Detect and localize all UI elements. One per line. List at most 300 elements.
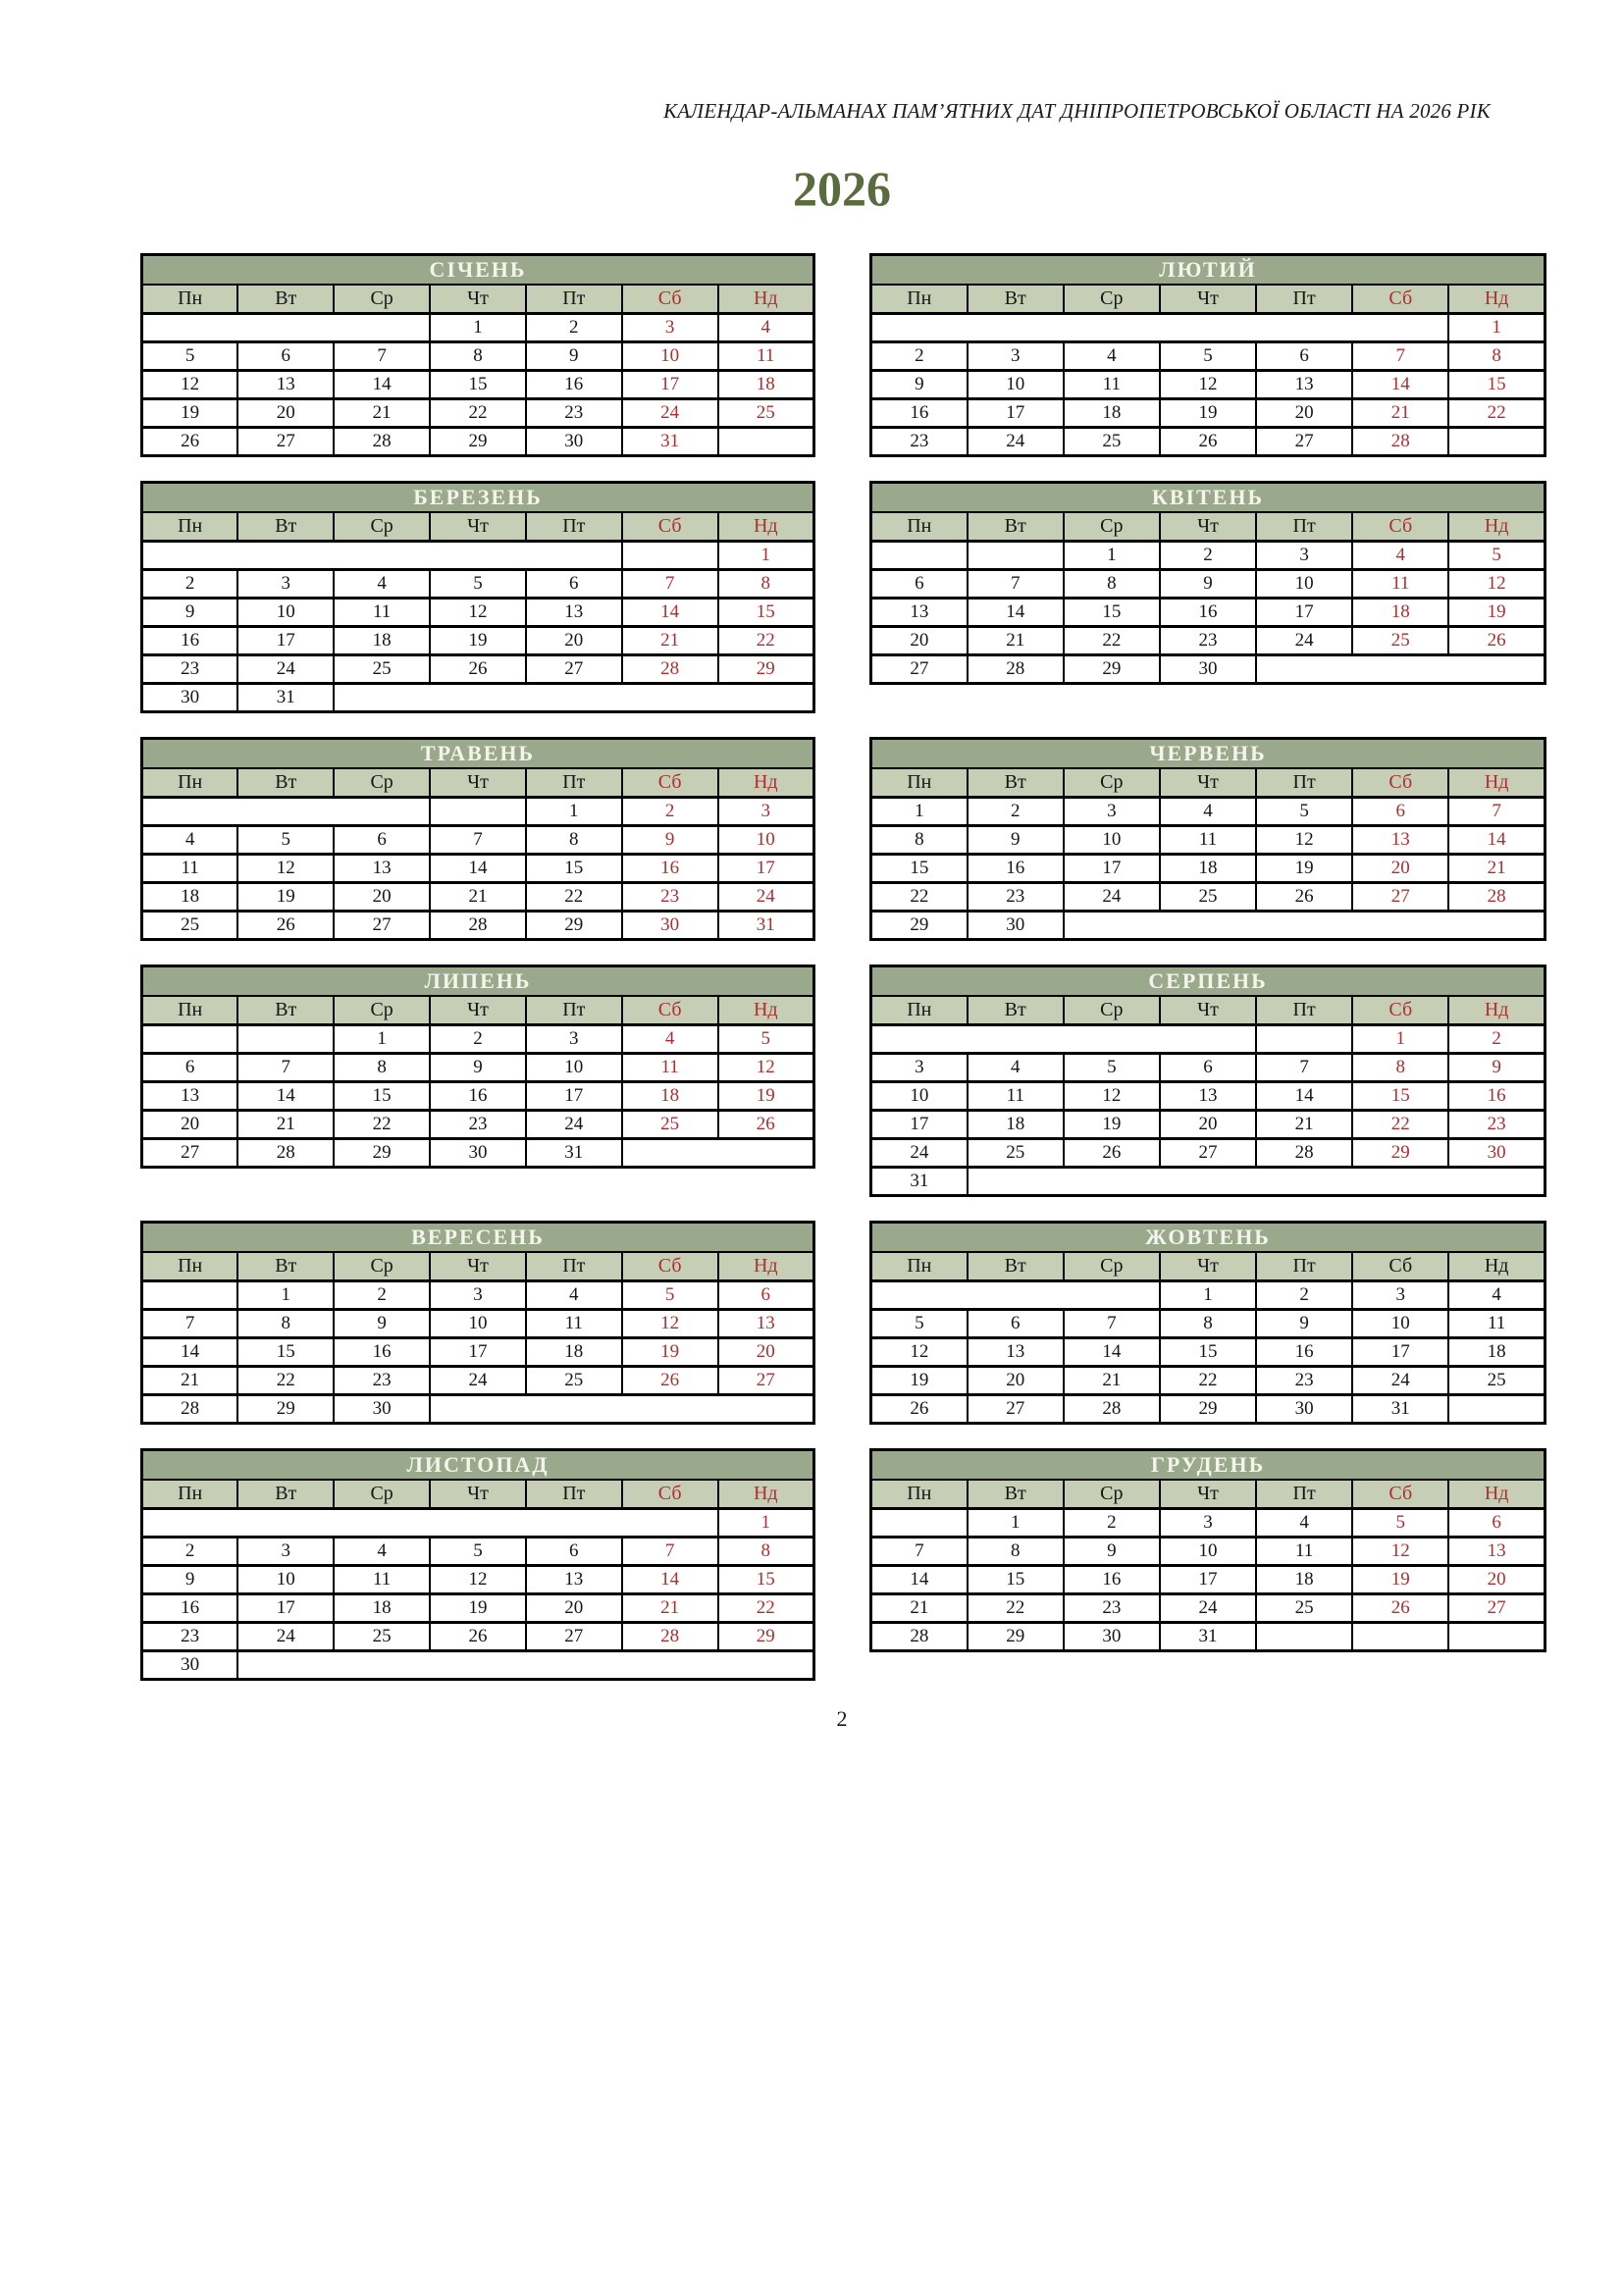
- month-calendar-september: [140, 1221, 815, 1425]
- date-cell: 7: [1448, 798, 1545, 826]
- date-cell: 19: [1448, 599, 1545, 627]
- date-cell: 26: [430, 655, 526, 684]
- date-cell: 14: [430, 855, 526, 883]
- empty-cell: [334, 684, 813, 712]
- day-header: Вт: [237, 1252, 334, 1281]
- date-cell: 7: [1064, 1310, 1160, 1338]
- day-header: Нд: [1448, 768, 1545, 798]
- month-title-august: СЕРПЕНЬ: [871, 966, 1545, 997]
- date-cell: 18: [622, 1082, 718, 1111]
- date-cell: 24: [1064, 883, 1160, 912]
- date-cell: 14: [1256, 1082, 1352, 1111]
- date-cell: 13: [334, 855, 430, 883]
- date-cell: 4: [718, 314, 814, 342]
- date-cell: 24: [622, 399, 718, 428]
- date-cell: 17: [1352, 1338, 1448, 1367]
- date-cell: 1: [526, 798, 622, 826]
- document-header: КАЛЕНДАР-АЛЬМАНАХ ПАМ’ЯТНИХ ДАТ ДНІПРОПЕТРОВСЬКОЇ ОБЛАСТІ НА 2026 РІК: [663, 99, 1491, 123]
- day-header: Чт: [1160, 768, 1256, 798]
- date-cell: 24: [1352, 1367, 1448, 1395]
- date-cell: 22: [237, 1367, 334, 1395]
- date-cell: 26: [1448, 627, 1545, 655]
- date-cell: 30: [622, 912, 718, 940]
- day-header: Чт: [1160, 512, 1256, 542]
- date-cell: 20: [526, 1594, 622, 1623]
- date-cell: 7: [968, 570, 1064, 599]
- date-cell: 30: [334, 1395, 430, 1424]
- date-cell: 2: [142, 570, 238, 599]
- date-cell: 20: [968, 1367, 1064, 1395]
- date-cell: 6: [1352, 798, 1448, 826]
- date-cell: 26: [1352, 1594, 1448, 1623]
- date-cell: 20: [718, 1338, 814, 1367]
- date-cell: 12: [1064, 1082, 1160, 1111]
- date-cell: 18: [1352, 599, 1448, 627]
- day-header: Чт: [1160, 996, 1256, 1025]
- date-cell: 13: [871, 599, 968, 627]
- date-cell: 10: [871, 1082, 968, 1111]
- empty-cell: [430, 1395, 813, 1424]
- date-cell: 2: [142, 1538, 238, 1566]
- date-cell: 25: [334, 655, 430, 684]
- month-calendar-november: [140, 1448, 815, 1681]
- date-cell: 23: [871, 428, 968, 456]
- date-cell: 21: [237, 1111, 334, 1139]
- date-cell: 25: [526, 1367, 622, 1395]
- month-calendar-december: [869, 1448, 1546, 1652]
- day-header: Чт: [430, 1252, 526, 1281]
- day-header: Нд: [1448, 285, 1545, 314]
- empty-cell: [622, 542, 718, 570]
- day-header: Пт: [526, 285, 622, 314]
- date-cell: 29: [968, 1623, 1064, 1651]
- day-header: Ср: [1064, 1252, 1160, 1281]
- date-cell: 8: [430, 342, 526, 371]
- date-cell: 23: [526, 399, 622, 428]
- date-cell: 30: [1160, 655, 1256, 684]
- day-header: Чт: [1160, 285, 1256, 314]
- date-cell: 18: [1448, 1338, 1545, 1367]
- date-cell: 24: [1160, 1594, 1256, 1623]
- date-cell: 8: [718, 570, 814, 599]
- date-cell: 9: [142, 1566, 238, 1594]
- date-cell: 4: [334, 1538, 430, 1566]
- empty-cell: [871, 1025, 1257, 1054]
- date-cell: 14: [871, 1566, 968, 1594]
- date-cell: 16: [1448, 1082, 1545, 1111]
- empty-cell: [968, 542, 1064, 570]
- date-cell: 20: [526, 627, 622, 655]
- date-cell: 24: [718, 883, 814, 912]
- day-header: Пн: [871, 1252, 968, 1281]
- day-header: Нд: [718, 996, 814, 1025]
- date-cell: 10: [718, 826, 814, 855]
- date-cell: 7: [237, 1054, 334, 1082]
- date-cell: 31: [237, 684, 334, 712]
- date-cell: 17: [237, 627, 334, 655]
- date-cell: 28: [1256, 1139, 1352, 1168]
- date-cell: 12: [718, 1054, 814, 1082]
- date-cell: 15: [237, 1338, 334, 1367]
- date-cell: 8: [968, 1538, 1064, 1566]
- day-header: Сб: [622, 996, 718, 1025]
- date-cell: 27: [334, 912, 430, 940]
- day-header: Сб: [1352, 1252, 1448, 1281]
- date-cell: 5: [142, 342, 238, 371]
- date-cell: 2: [622, 798, 718, 826]
- day-header: Нд: [718, 512, 814, 542]
- date-cell: 15: [1352, 1082, 1448, 1111]
- month-calendar-october: [869, 1221, 1546, 1425]
- date-cell: 14: [237, 1082, 334, 1111]
- date-cell: 19: [1064, 1111, 1160, 1139]
- date-cell: 22: [526, 883, 622, 912]
- date-cell: 5: [1160, 342, 1256, 371]
- date-cell: 18: [968, 1111, 1064, 1139]
- date-cell: 26: [622, 1367, 718, 1395]
- day-header: Пн: [142, 996, 238, 1025]
- date-cell: 21: [968, 627, 1064, 655]
- date-cell: 21: [622, 1594, 718, 1623]
- date-cell: 11: [334, 599, 430, 627]
- date-cell: 25: [968, 1139, 1064, 1168]
- date-cell: 3: [1352, 1281, 1448, 1310]
- date-cell: 9: [1256, 1310, 1352, 1338]
- date-cell: 13: [1448, 1538, 1545, 1566]
- date-cell: 10: [430, 1310, 526, 1338]
- date-cell: 9: [1160, 570, 1256, 599]
- date-cell: 8: [718, 1538, 814, 1566]
- date-cell: 1: [430, 314, 526, 342]
- date-cell: 28: [237, 1139, 334, 1168]
- date-cell: 29: [1352, 1139, 1448, 1168]
- date-cell: 30: [142, 1651, 238, 1680]
- date-cell: 1: [1448, 314, 1545, 342]
- empty-cell: [1256, 1025, 1352, 1054]
- month-title-december: ГРУДЕНЬ: [871, 1450, 1545, 1481]
- date-cell: 15: [968, 1566, 1064, 1594]
- date-cell: 28: [1448, 883, 1545, 912]
- date-cell: 16: [1064, 1566, 1160, 1594]
- date-cell: 5: [1352, 1509, 1448, 1538]
- date-cell: 10: [1160, 1538, 1256, 1566]
- day-header: Пт: [1256, 768, 1352, 798]
- day-header: Нд: [718, 285, 814, 314]
- date-cell: 15: [430, 371, 526, 399]
- date-cell: 19: [430, 627, 526, 655]
- day-header: Вт: [237, 1480, 334, 1509]
- day-header: Вт: [237, 285, 334, 314]
- date-cell: 13: [968, 1338, 1064, 1367]
- day-header: Сб: [622, 1252, 718, 1281]
- date-cell: 6: [526, 1538, 622, 1566]
- day-header: Сб: [622, 1480, 718, 1509]
- date-cell: 6: [526, 570, 622, 599]
- day-header: Пт: [526, 512, 622, 542]
- date-cell: 8: [334, 1054, 430, 1082]
- day-header: Ср: [334, 512, 430, 542]
- date-cell: 13: [1256, 371, 1352, 399]
- date-cell: 26: [237, 912, 334, 940]
- date-cell: 3: [526, 1025, 622, 1054]
- date-cell: 19: [622, 1338, 718, 1367]
- date-cell: 3: [968, 342, 1064, 371]
- date-cell: 2: [430, 1025, 526, 1054]
- empty-cell: [1256, 655, 1545, 684]
- date-cell: 24: [1256, 627, 1352, 655]
- day-header: Пн: [871, 996, 968, 1025]
- date-cell: 31: [718, 912, 814, 940]
- date-cell: 19: [1352, 1566, 1448, 1594]
- empty-cell: [1256, 1623, 1352, 1651]
- date-cell: 8: [871, 826, 968, 855]
- date-cell: 21: [1352, 399, 1448, 428]
- empty-cell: [622, 1139, 814, 1168]
- date-cell: 16: [142, 1594, 238, 1623]
- date-cell: 23: [1256, 1367, 1352, 1395]
- date-cell: 2: [1064, 1509, 1160, 1538]
- date-cell: 7: [622, 570, 718, 599]
- date-cell: 10: [1256, 570, 1352, 599]
- date-cell: 28: [622, 655, 718, 684]
- date-cell: 25: [1160, 883, 1256, 912]
- date-cell: 24: [968, 428, 1064, 456]
- day-header: Нд: [1448, 1480, 1545, 1509]
- date-cell: 4: [1160, 798, 1256, 826]
- date-cell: 12: [1448, 570, 1545, 599]
- date-cell: 8: [1448, 342, 1545, 371]
- day-header: Пт: [526, 768, 622, 798]
- date-cell: 21: [430, 883, 526, 912]
- empty-cell: [1448, 1623, 1545, 1651]
- date-cell: 21: [334, 399, 430, 428]
- date-cell: 23: [1448, 1111, 1545, 1139]
- date-cell: 8: [237, 1310, 334, 1338]
- day-header: Ср: [1064, 1480, 1160, 1509]
- date-cell: 27: [1448, 1594, 1545, 1623]
- date-cell: 11: [718, 342, 814, 371]
- date-cell: 4: [1448, 1281, 1545, 1310]
- empty-cell: [142, 798, 431, 826]
- date-cell: 22: [430, 399, 526, 428]
- date-cell: 1: [718, 1509, 814, 1538]
- date-cell: 26: [1256, 883, 1352, 912]
- date-cell: 27: [526, 655, 622, 684]
- date-cell: 9: [1064, 1538, 1160, 1566]
- date-cell: 4: [142, 826, 238, 855]
- date-cell: 6: [237, 342, 334, 371]
- date-cell: 18: [334, 627, 430, 655]
- day-header: Вт: [968, 1252, 1064, 1281]
- page-number: 2: [836, 1706, 848, 1731]
- date-cell: 9: [622, 826, 718, 855]
- month-calendar-march: [140, 481, 815, 713]
- day-header: Вт: [968, 996, 1064, 1025]
- date-cell: 26: [1160, 428, 1256, 456]
- date-cell: 12: [1352, 1538, 1448, 1566]
- date-cell: 12: [142, 371, 238, 399]
- date-cell: 5: [1064, 1054, 1160, 1082]
- date-cell: 6: [718, 1281, 814, 1310]
- date-cell: 15: [718, 1566, 814, 1594]
- date-cell: 3: [871, 1054, 968, 1082]
- date-cell: 11: [1256, 1538, 1352, 1566]
- date-cell: 27: [1256, 428, 1352, 456]
- date-cell: 1: [1064, 542, 1160, 570]
- date-cell: 20: [237, 399, 334, 428]
- date-cell: 11: [1160, 826, 1256, 855]
- date-cell: 15: [871, 855, 968, 883]
- date-cell: 9: [334, 1310, 430, 1338]
- date-cell: 16: [871, 399, 968, 428]
- empty-cell: [237, 1025, 334, 1054]
- day-header: Пт: [526, 1480, 622, 1509]
- date-cell: 24: [237, 655, 334, 684]
- date-cell: 7: [430, 826, 526, 855]
- date-cell: 3: [237, 570, 334, 599]
- date-cell: 10: [1064, 826, 1160, 855]
- date-cell: 29: [334, 1139, 430, 1168]
- day-header: Ср: [1064, 768, 1160, 798]
- date-cell: 16: [430, 1082, 526, 1111]
- date-cell: 29: [871, 912, 968, 940]
- date-cell: 10: [622, 342, 718, 371]
- date-cell: 14: [1352, 371, 1448, 399]
- date-cell: 9: [1448, 1054, 1545, 1082]
- date-cell: 16: [1160, 599, 1256, 627]
- date-cell: 20: [142, 1111, 238, 1139]
- date-cell: 6: [334, 826, 430, 855]
- day-header: Чт: [1160, 1252, 1256, 1281]
- date-cell: 28: [1352, 428, 1448, 456]
- date-cell: 29: [430, 428, 526, 456]
- date-cell: 20: [1448, 1566, 1545, 1594]
- date-cell: 16: [1256, 1338, 1352, 1367]
- date-cell: 10: [237, 1566, 334, 1594]
- date-cell: 21: [1064, 1367, 1160, 1395]
- date-cell: 28: [142, 1395, 238, 1424]
- day-header: Вт: [968, 512, 1064, 542]
- date-cell: 21: [622, 627, 718, 655]
- date-cell: 26: [142, 428, 238, 456]
- date-cell: 5: [237, 826, 334, 855]
- date-cell: 28: [334, 428, 430, 456]
- date-cell: 17: [526, 1082, 622, 1111]
- year-title: 2026: [793, 161, 891, 216]
- date-cell: 19: [1256, 855, 1352, 883]
- date-cell: 30: [526, 428, 622, 456]
- date-cell: 27: [718, 1367, 814, 1395]
- date-cell: 10: [1352, 1310, 1448, 1338]
- date-cell: 25: [1448, 1367, 1545, 1395]
- date-cell: 31: [1160, 1623, 1256, 1651]
- day-header: Ср: [334, 996, 430, 1025]
- day-header: Пт: [1256, 1480, 1352, 1509]
- date-cell: 12: [871, 1338, 968, 1367]
- date-cell: 31: [871, 1168, 968, 1196]
- date-cell: 2: [334, 1281, 430, 1310]
- day-header: Пн: [871, 512, 968, 542]
- date-cell: 4: [1352, 542, 1448, 570]
- date-cell: 25: [1352, 627, 1448, 655]
- date-cell: 18: [1064, 399, 1160, 428]
- date-cell: 5: [622, 1281, 718, 1310]
- day-header: Пн: [142, 512, 238, 542]
- date-cell: 16: [526, 371, 622, 399]
- calendar-grid: [140, 253, 1624, 1681]
- month-calendar-august: [869, 965, 1546, 1197]
- date-cell: 13: [526, 1566, 622, 1594]
- date-cell: 1: [718, 542, 814, 570]
- date-cell: 27: [142, 1139, 238, 1168]
- date-cell: 2: [871, 342, 968, 371]
- day-header: Ср: [334, 768, 430, 798]
- empty-cell: [237, 1651, 813, 1680]
- date-cell: 1: [1160, 1281, 1256, 1310]
- date-cell: 14: [622, 1566, 718, 1594]
- date-cell: 30: [1256, 1395, 1352, 1424]
- date-cell: 10: [968, 371, 1064, 399]
- month-calendar-july: [140, 965, 815, 1169]
- date-cell: 20: [1352, 855, 1448, 883]
- date-cell: 9: [526, 342, 622, 371]
- date-cell: 12: [1256, 826, 1352, 855]
- date-cell: 27: [968, 1395, 1064, 1424]
- date-cell: 1: [1352, 1025, 1448, 1054]
- date-cell: 4: [1064, 342, 1160, 371]
- month-calendar-may: [140, 737, 815, 941]
- date-cell: 24: [430, 1367, 526, 1395]
- date-cell: 28: [968, 655, 1064, 684]
- date-cell: 22: [1448, 399, 1545, 428]
- date-cell: 24: [871, 1139, 968, 1168]
- date-cell: 11: [334, 1566, 430, 1594]
- date-cell: 14: [334, 371, 430, 399]
- date-cell: 6: [1160, 1054, 1256, 1082]
- date-cell: 27: [1160, 1139, 1256, 1168]
- date-cell: 29: [1064, 655, 1160, 684]
- date-cell: 10: [526, 1054, 622, 1082]
- month-calendar-june: [869, 737, 1546, 941]
- date-cell: 4: [334, 570, 430, 599]
- day-header: Нд: [1448, 996, 1545, 1025]
- day-header: Нд: [1448, 512, 1545, 542]
- date-cell: 22: [718, 1594, 814, 1623]
- day-header: Сб: [622, 768, 718, 798]
- day-header: Пн: [142, 1480, 238, 1509]
- date-cell: 22: [718, 627, 814, 655]
- date-cell: 6: [1256, 342, 1352, 371]
- date-cell: 18: [718, 371, 814, 399]
- date-cell: 17: [1256, 599, 1352, 627]
- day-header: Ср: [1064, 512, 1160, 542]
- date-cell: 7: [871, 1538, 968, 1566]
- day-header: Ср: [334, 285, 430, 314]
- empty-cell: [142, 1509, 718, 1538]
- date-cell: 11: [1448, 1310, 1545, 1338]
- date-cell: 22: [1064, 627, 1160, 655]
- date-cell: 12: [237, 855, 334, 883]
- date-cell: 26: [718, 1111, 814, 1139]
- date-cell: 3: [622, 314, 718, 342]
- date-cell: 22: [871, 883, 968, 912]
- date-cell: 30: [142, 684, 238, 712]
- empty-cell: [142, 1281, 238, 1310]
- date-cell: 30: [430, 1139, 526, 1168]
- date-cell: 14: [1448, 826, 1545, 855]
- date-cell: 8: [1352, 1054, 1448, 1082]
- date-cell: 4: [968, 1054, 1064, 1082]
